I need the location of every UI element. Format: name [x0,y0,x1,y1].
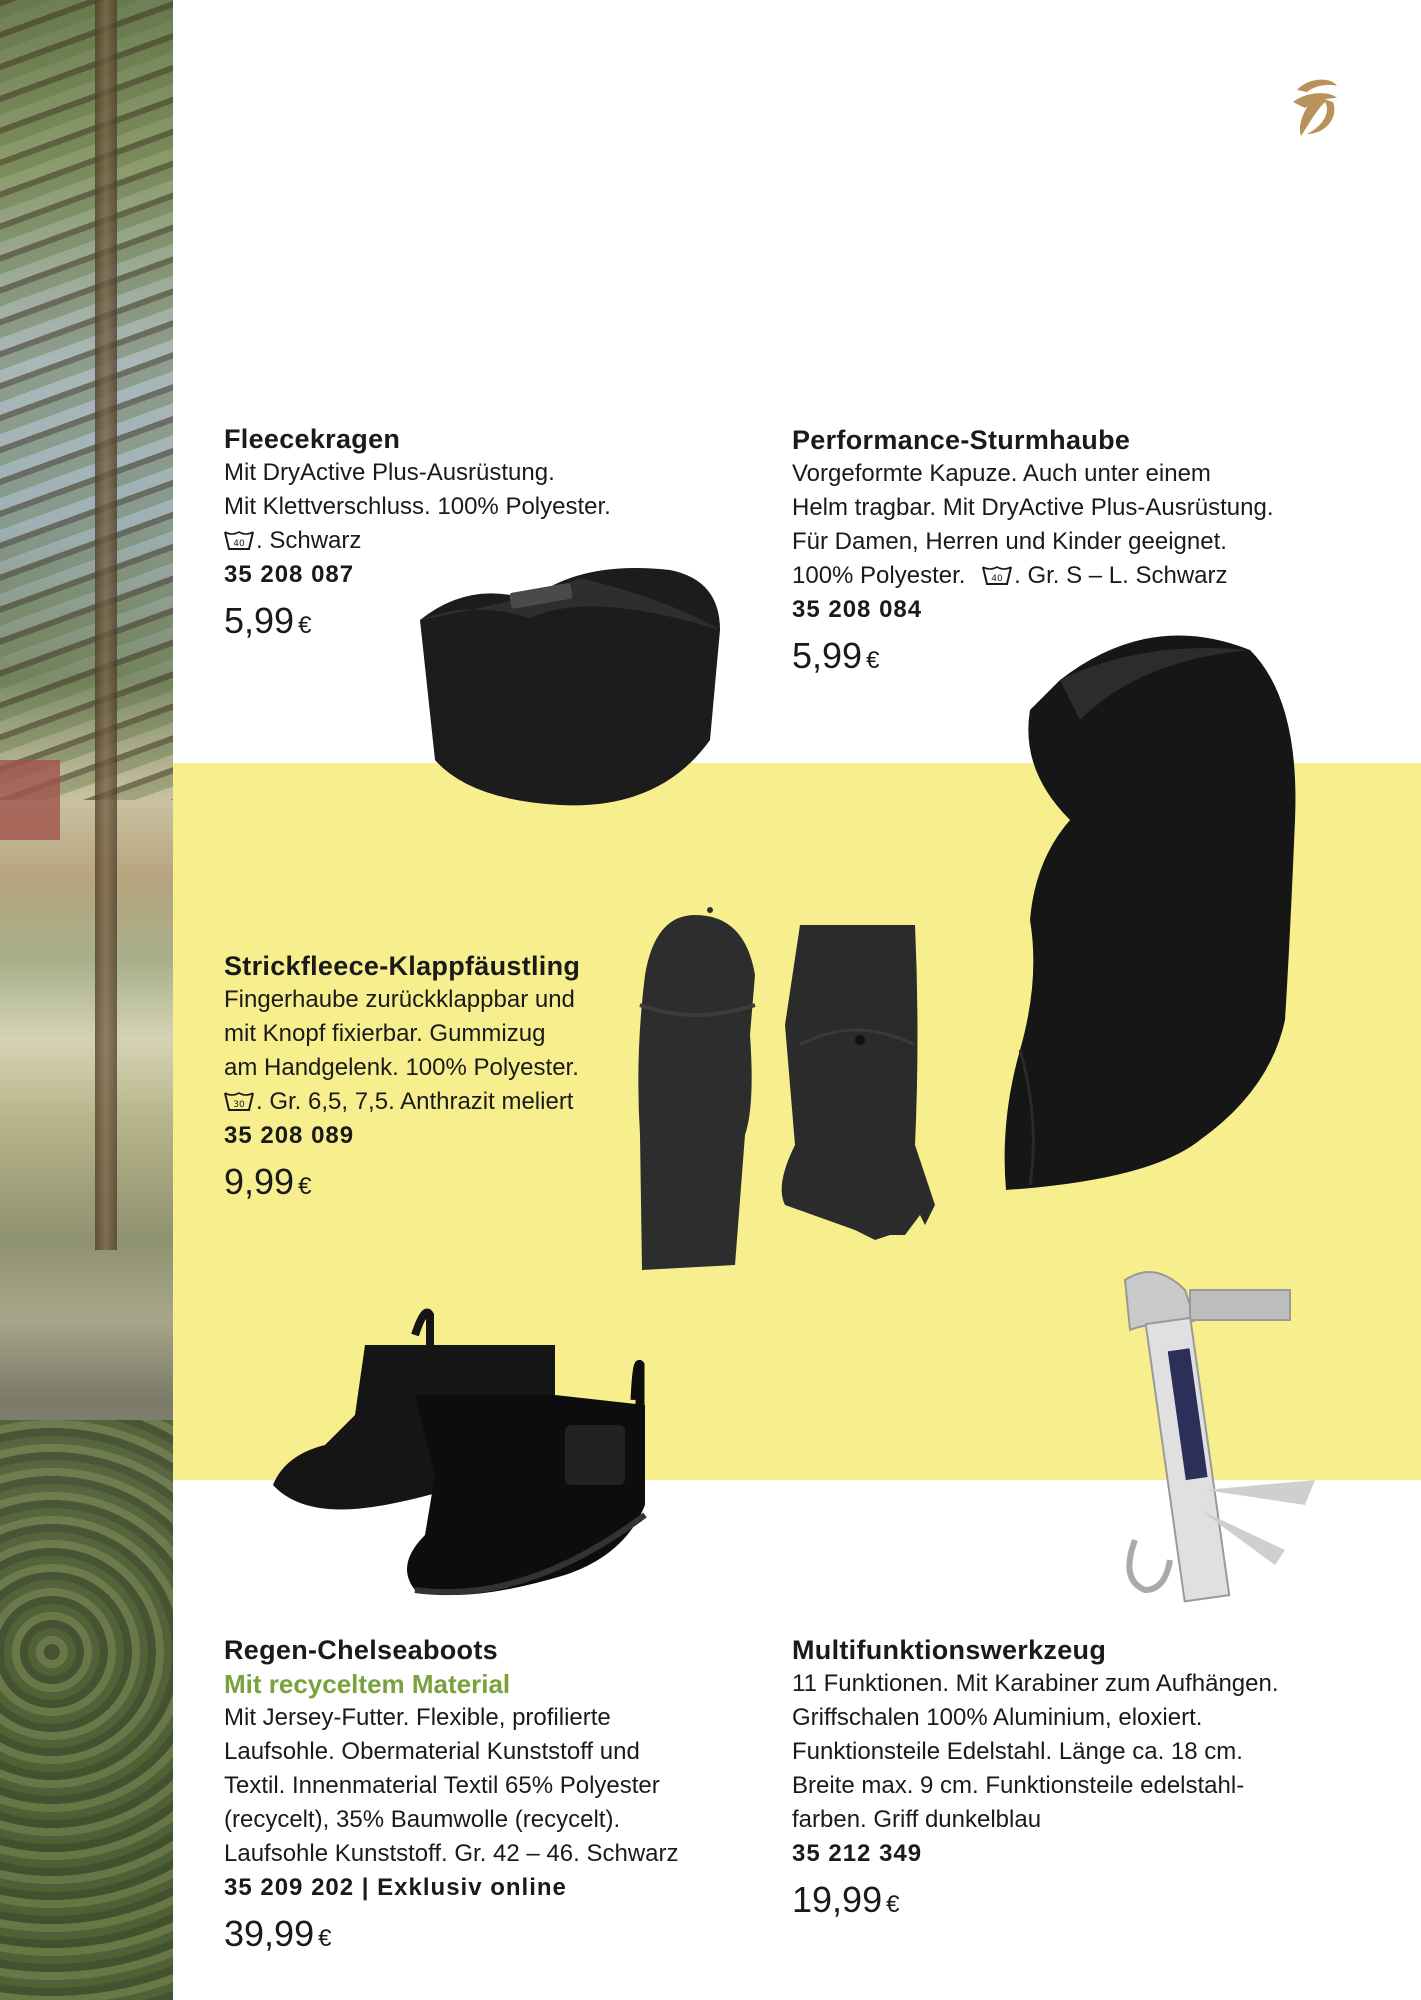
product-description [224,983,644,1119]
description-line: Griffschalen 100% Aluminium, eloxiert. [792,1704,1203,1731]
description-line [224,1085,644,1119]
product-description [224,1701,744,1871]
price [792,1877,1352,1928]
product-title: Strickfleece-Klappfäustling [224,951,581,981]
tree-branches [0,0,173,800]
product-description [792,1667,1352,1837]
article-number: 35 208 084 [792,596,923,623]
tree-trunk [95,0,117,1250]
description-line [224,524,664,558]
description-line: farben. Griff dunkelblau [792,1806,1042,1833]
nature-photo-strip [0,0,173,2000]
description-line: Mit DryActive Plus-Ausrüstung. [224,459,555,486]
price [224,1159,644,1210]
description-line: Textil. Innenmaterial Textil 65% Polyester [224,1772,660,1799]
tchibo-bean-logo-icon [1285,72,1343,142]
price-value: 19,99 [792,1879,883,1920]
article-number: 35 212 349 [792,1840,923,1867]
description-line: Fingerhaube zurückklappbar und [224,986,575,1013]
description-line: Helm tragbar. Mit DryActive Plus-Ausrüstung. [792,494,1274,521]
price-value: 9,99 [224,1161,295,1202]
wash-symbol-icon [224,1090,254,1112]
description-line: Mit Klettverschluss. 100% Polyester. [224,493,611,520]
article-number: 35 209 202 | Exklusiv online [224,1874,567,1901]
currency: € [298,1173,312,1200]
bushes [0,1420,173,2000]
product-description [224,456,664,558]
mittens-image [635,905,945,1275]
description-line: Laufsohle. Obermaterial Kunststoff und [224,1738,640,1765]
chelsea-boots-image [265,1305,655,1605]
product-title: Multifunktionswerkzeug [792,1635,1107,1665]
price-value: 5,99 [792,635,863,676]
product-subtitle: Mit recyceltem Material [224,1669,511,1699]
product-boots [224,1633,744,1962]
fleece-collar-image [410,560,730,810]
wash-temp: 30 [233,1100,245,1110]
description-line: Für Damen, Herren und Kinder geeignet. [792,528,1227,555]
description-line: Breite max. 9 cm. Funktionsteile edelstahl- [792,1772,1245,1799]
currency: € [318,1925,332,1952]
product-title: Performance-Sturmhaube [792,425,1131,455]
barn [0,760,60,840]
price-value: 39,99 [224,1913,315,1954]
article-number: 35 208 089 [224,1122,355,1149]
wash-symbol-icon [982,564,1012,586]
currency: € [886,1891,900,1918]
description-line: Laufsohle Kunststoff. Gr. 42 – 46. Schwarz [224,1840,679,1867]
price [224,1911,744,1962]
price-value: 5,99 [224,600,295,641]
wash-suffix: . Gr. 6,5, 7,5. Anthrazit meliert [256,1088,574,1115]
description-line: 11 Funktionen. Mit Karabiner zum Aufhängen. [792,1670,1279,1697]
currency: € [298,612,312,639]
wash-suffix: . Schwarz [256,527,362,554]
currency: € [866,647,880,674]
description-line [792,559,1352,593]
product-title: Fleecekragen [224,424,401,454]
product-werkzeug [792,1633,1352,1928]
wash-prefix: 100% Polyester. [792,562,966,589]
description-line: am Handgelenk. 100% Polyester. [224,1054,579,1081]
description-line: (recycelt), 35% Baumwolle (recycelt). [224,1806,621,1833]
product-title: Regen-Chelseaboots [224,1635,498,1665]
description-line: Funktionsteile Edelstahl. Länge ca. 18 cm. [792,1738,1243,1765]
multitool-image [1115,1260,1315,1630]
wash-symbol-icon [224,529,254,551]
product-faeustling [224,949,644,1210]
product-description [792,457,1352,593]
wash-temp: 40 [233,539,245,549]
balaclava-image [1000,620,1300,1200]
article-number: 35 208 087 [224,561,355,588]
description-line: Vorgeformte Kapuze. Auch unter einem [792,460,1211,487]
wash-suffix: . Gr. S – L. Schwarz [1014,562,1228,589]
description-line: Mit Jersey-Futter. Flexible, profilierte [224,1704,611,1731]
wash-temp: 40 [991,574,1003,584]
description-line: mit Knopf fixierbar. Gummizug [224,1020,546,1047]
